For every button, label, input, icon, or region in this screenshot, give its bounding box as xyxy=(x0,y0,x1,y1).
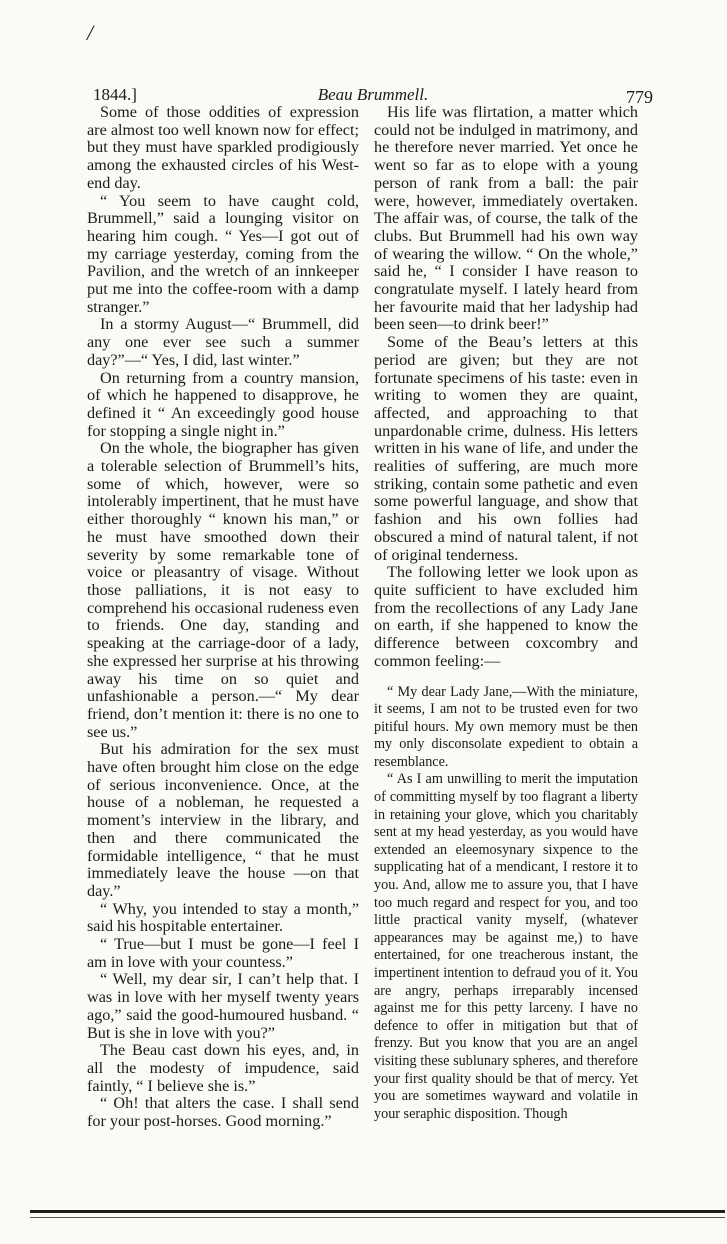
letter-paragraph: “ As I am unwilling to merit the imputation of committing myself by too flagrant a liberty in retaining your glove, which you charitably sent at my head yesterday, as you would have extended an eleemosynary sixpence to the supplicating hat of a mendicant, I restore it to you. And, allow me to assure you, that I have too much regard and respect for you, and too little practical vanity myself, (whatever appearances may be against me,) to have entertained, for one treacherous instant, the impertinent intention to defraud you of it. You are angry, perhaps irreparably incensed against me for this petty larceny. I have no defence to offer in mitigation but that of frenzy. But you know that you are an angel visiting these sublunary spheres, and therefore your first quality should be that of mercy. Yet you are sometimes wayward and volatile in your seraphic disposition. Though xyxy=(374,771,638,1122)
page-number: 779 xyxy=(626,87,653,107)
header-year: 1844.] xyxy=(93,85,137,104)
paragraph: “ Well, my dear sir, I can’t help that. I was in love with her myself twenty years ago,” said the good-humoured husband. “ But is she in love with you?” xyxy=(87,970,359,1042)
paragraph: “ You seem to have caught cold, Brummell,” said a lounging visitor on hearing him cough. “ Yes—I got out of my carriage yesterday, coming from the Pavilion, and the wretch of an innkeeper put me into the coffee-room with a damp stranger.” xyxy=(87,191,359,316)
paragraph: “ Why, you intended to stay a month,” said his hospitable entertainer. xyxy=(87,899,359,936)
paragraph: The following letter we look upon as quite sufficient to have excluded him from the recollections of any Lady Jane on earth, if she happened to know the difference between coxcombry and common feeling:— xyxy=(374,563,638,670)
paragraph: In a stormy August—“ Brummell, did any one ever see such a summer day?”—“ Yes, I did, last winter.” xyxy=(87,315,359,369)
paragraph: On the whole, the biographer has given a tolerable selection of Brummell’s hits, some of which, however, were so intolerably impertinent, that he must have either thoroughly “ known his man,” or he must have smoothed down their severity by some remarkable tone of voice or pleasantry of visage. Without those palliations, it is not easy to comprehend his occasional rudeness even to friends. One day, standing and speaking at the carriage-door of a lady, she expressed her surprise at his throwing away his time on so quiet and unfashionable a person.—“ My dear friend, don’t mention it: there is no one to see us.” xyxy=(87,439,359,741)
paragraph: But his admiration for the sex must have often brought him close on the edge of serious inconvenience. Once, at the house of a nobleman, he requested a moment’s interview in the library, and then and there communicated the formidable intelligence, “ that he must immediately leave the house —on that day.” xyxy=(87,740,359,900)
footer-rule-thin xyxy=(30,1217,725,1218)
right-column xyxy=(374,104,638,1123)
paragraph: “ Oh! that alters the case. I shall send for your post-horses. Good morning.” xyxy=(87,1094,359,1131)
paragraph: Some of those oddities of expression are almost too well known now for effect; but they must have sparkled prodigiously among the exhausted circles of his West-end day. xyxy=(87,103,359,192)
paragraph: On returning from a country mansion, of which he happened to disapprove, he defined it “ An exceedingly good house for stopping a single night in.” xyxy=(87,368,359,440)
paragraph: “ True—but I must be gone—I feel I am in love with your countess.” xyxy=(87,935,359,971)
header-title: Beau Brummell. xyxy=(317,85,429,104)
paragraph: His life was flirtation, a matter which could not be indulged in matrimony, and he therefore never married. Yet once he went so far as to elope with a young person of rank from a ball: the pair were, however, immediately overtaken. The affair was, of course, the talk of the clubs. But Brummell had his own way of wearing the willow. “ On the whole,” said he, “ I consider I have reason to congratulate myself. I lately heard from her favourite maid that her ladyship had been seen—to drink beer!” xyxy=(374,103,638,334)
margin-mark: / xyxy=(87,20,94,45)
letter-paragraph: “ My dear Lady Jane,—With the miniature, it seems, I am not to be trusted even for two pitiful hours. My own memory must be then my only disconsolate expedient to obtain a resemblance. xyxy=(374,683,638,770)
paragraph: Some of the Beau’s letters at this period are given; but they are not fortunate specimens of his taste: even in writing to women they are quaint, affected, and approaching to that unpardonable crime, dulness. His letters written in his wane of life, and under the realities of suffering, are much more striking, contain some pathetic and even some powerful language, and show that fashion and his own follies had obscured a mind of natural talent, if not of original tenderness. xyxy=(374,333,638,564)
paragraph: The Beau cast down his eyes, and, in all the modesty of impudence, said faintly, “ I believe she is.” xyxy=(87,1041,359,1095)
footer-rule xyxy=(30,1210,725,1213)
left-column xyxy=(87,104,359,1131)
quoted-letter xyxy=(374,684,638,1124)
